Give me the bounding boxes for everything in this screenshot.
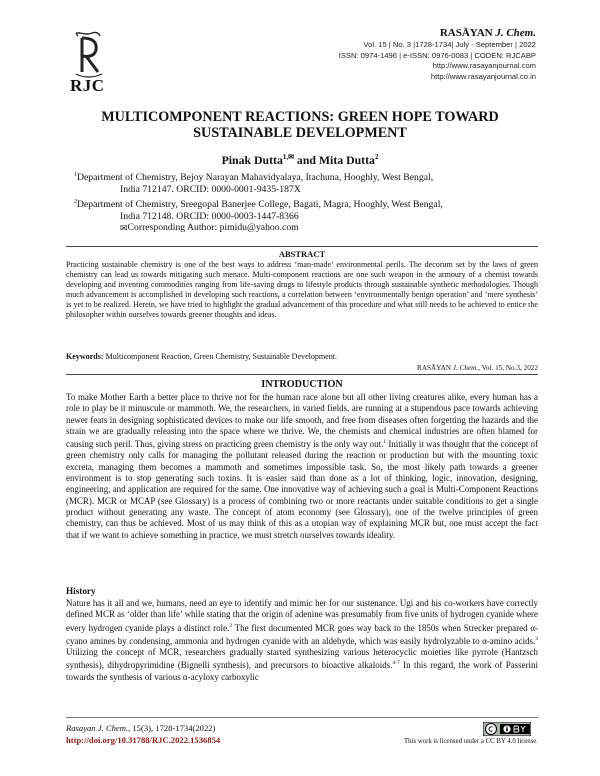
paper-title: MULTICOMPONENT REACTIONS: GREEN HOPE TOWARD SUSTAINABLE DEVELOPMENT (101, 109, 499, 141)
author-2: Mita Dutta (318, 153, 375, 167)
introduction-body: To make Mother Earth a better place to thrive not for the human race alone but all other living creatures alike, every human has a role to play be it minuscule or mammoth. We, the researchers, in varied fields, are running at a stupendous pace towards achieving newer feats in designing sophisticated devices to make our life smooth, and free from diseases often forgetting the hazards and the strain we are gradually releasing into the space where we thrive. We, the chemists and chemical industries are often blamed for causing such peril. Thus, giving stress on practicing green chemistry is the only way out.$^1$ Initially it was thought that the concept of green chemistry only calls for managing the pollutant released during the reaction or production but with the mounting toxic excreta, managing them becomes a mammoth and sometimes impossible task. So, the most likely path towards a greener environment is to stop generating such toxins. It is easier said than done as a lot of thinking, logic, innovation, designing, engineering, and application are required for the same. One innovative way of achieving such a goal is Multi-Component Reactions (MCR). MCR or MCAP (see Glossary) is a process of combining two or more reactants under suitable conditions to get a single product without generating any waste. The concept of atom economy (see Glossary), one of the twelve principles of green chemistry, can thus be achieved. Most of us may think of this as a utopian way of explaining MCR but, one must accept the fact that if we want to achieve something in practice, we must stretch ourselves towards ideality. (66, 392, 538, 540)
doi-link[interactable]: http://doi.org/10.31788/RJC.2022.1536854 (66, 735, 221, 745)
journal-meta (339, 40, 536, 82)
corresponding-author: ✉Corresponding Author: pimidu@yahoo.com (120, 222, 299, 233)
introduction-heading: INTRODUCTION (261, 379, 343, 390)
author-1-marks: 1,✉ (282, 153, 294, 162)
footer-rule (66, 717, 538, 718)
keywords: Keywords: Multicomponent Reaction, Green Chemistry, Sustainable Development. (66, 352, 338, 361)
history-heading: History (66, 586, 96, 596)
cc-by-badge-icon[interactable] (483, 722, 531, 736)
license-text: This work is licensed under a CC BY 4.0 license. (404, 738, 538, 745)
author-line: Pinak Dutta$^{1,✉}$ and Mita Dutta$^2$ (221, 153, 379, 167)
abstract-heading: ABSTRACT (278, 249, 326, 259)
author-1: Pinak Dutta (221, 153, 283, 167)
meta-issn: ISSN: 0974-1496 | e-ISSN: 0976-0083 | CODEN: RJCABP (338, 50, 536, 60)
abstract-top-rule (66, 246, 538, 247)
abstract-bottom-rule (66, 374, 538, 375)
journal-logo-text: RJC (70, 76, 105, 95)
journal-brand: RASĀYAN J. Chem. (439, 27, 536, 39)
abstract-body: Practicing sustainable chemistry is one of the best ways to address ‘man-made’ environmental perils. The decorum set by the laws of green chemistry can lead us towards mitigating such menace. Multi-component reactions are one such weapon in the armoury of a chemist towards developing and inventing commodities ranging from life-saving drugs to lifestyle products through sustainable synthetic methodologies. Though much advancement is accomplished in developing such reactions, a correlation between ‘environmentally benign operation’ and ‘mere synthesis’ is yet to be realized. Herein, we have tried to highlight the gradual advancement of this procedure and what still needs to be achieved to entice the philosopher within ourselves towards greener thoughts and ideas. (66, 260, 538, 319)
affiliation-1: $^1$Department of Chemistry, Bejoy Narayan Mahavidyalaya, Itachuna, Hooghly, West Bengal, India 712147. ORCID: 0000-0001-9435-187X (74, 172, 434, 196)
meta-volume: Vol. 15 | No. 3 |1728-1734| July - September | 2022 (363, 40, 536, 49)
affiliation-2: $^2$Department of Chemistry, Sreegopal Banerjee College, Bagati, Magra, Hooghly, West Bengal, India 712148. ORCID: 0000-0003-1447-8366 (74, 199, 443, 223)
footer-citation: Rasayan J. Chem., 15(3), 1728-1734(2022) (66, 723, 216, 733)
journal-url-1[interactable]: http://www.rasayanjournal.com (432, 61, 536, 71)
journal-url-2[interactable]: http://www.rasayanjournal.co.in (430, 71, 536, 81)
envelope-icon: ✉ (120, 223, 128, 233)
author-2-mark: 2 (374, 153, 379, 162)
history-body: Nature has it all and we, humans, need an eye to identify and mimic her for our sustenance. Ugi and his co-workers have correctly defined MCR as ‘older than life’ while stating that the origin of adenine was presumably from five units of hydrogen cyanide where every hydrogen cyanide plays a distinct role.$^2$ The first documented MCR goes way back to the 1850s when Strecker prepared α-cyano amines by condensing, ammonia and hydrogen cyanide with an aldehyde, which was easily hydrolyzable to α-amino acids.$^3$ Utilizing the concept of MCR, researchers gradually started synthesizing various heterocyclic moieties like pyrrole (Hantzsch synthesis), dihydropyrimidine (Bignelli synthesis), and precursors to bioactive alkaloids.$^{4-7}$ In this regard, the work of Passerini towards the synthesis of various α-acyloxy carboxylic (66, 598, 538, 682)
citation-line: RASĀYAN J. Chem., Vol. 15, No.3, 2022 (417, 364, 538, 372)
